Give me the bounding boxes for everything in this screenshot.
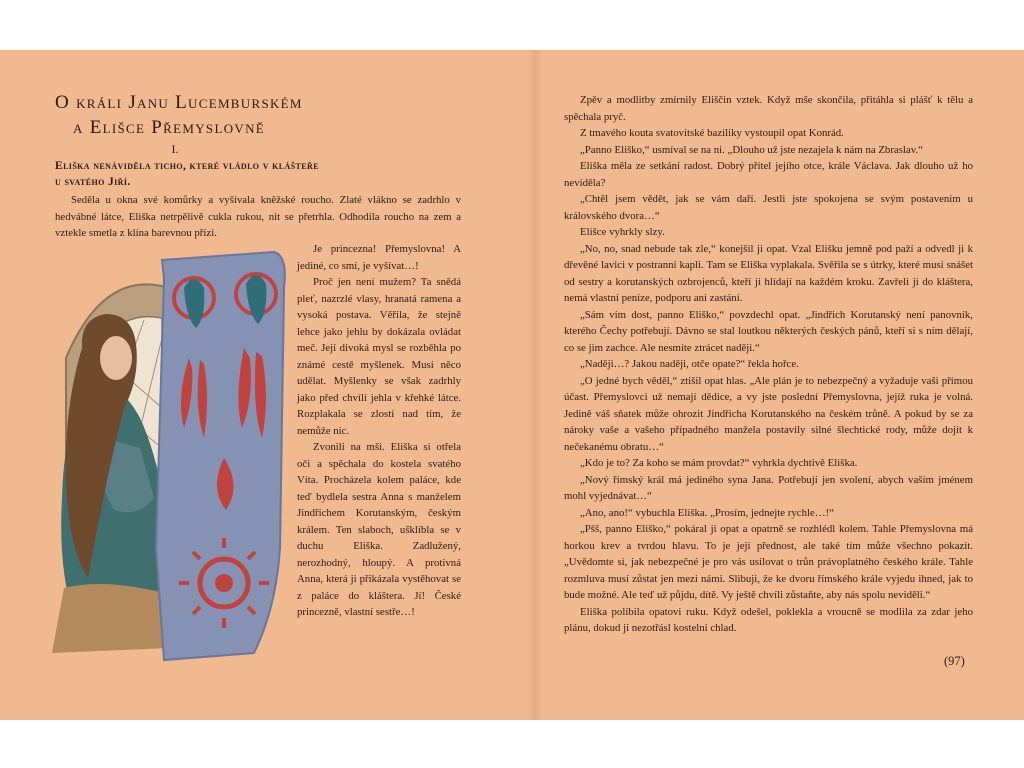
paragraph: „Chtěl jsem vědět, jak se vám daří. Jestli jste spokojena se svým postavením u královského dvora…“ [564,193,973,222]
paragraph: Elišce vyhrkly slzy. [580,226,665,238]
paragraph: „Panno Eliško,“ usmíval se na ni. „Dlouho už jste nezajela k nám na Zbraslav.“ [580,143,923,156]
page-gutter [528,50,542,720]
paragraph: Eliška měla ze setkání radost. Dobrý přítel jejího otce, krále Václava. Jak dlouho už ho neviděla? [564,160,973,189]
princess-skirt [52,584,169,653]
left-column-text [297,241,461,621]
paragraph: „Sám vím dost, panno Eliško,“ povzdechl opat. „Jindřich Korutanský není panovník, kterého Čechy potřebují. Dávno se stal loutkou některých českých pánů, kteří si s ním dělají, co se jim zachce. Ale nesmíte ztrácet naději.“ [564,308,973,354]
illustration-princess-embroidering [44,248,294,664]
paragraph: „Ano, ano!“ vybuchla Eliška. „Prosím, jednejte rychle…!“ [580,506,834,519]
chapter-title [55,90,385,140]
paragraph: „No, no, snad nebude tak zle,“ konejšil ji opat. Vzal Elišku jemně pod paží a odvedl ji k dřevěné lavici v postranní kapli. Tam se Eliška vyplakala. Svěřila se s útrky, které musí snášet od sestry a korutanských ozbrojenců, kteří ji hlídají na každém kroku. Zavřeli ji do kláštera, nemá vlastní peníze, podporu ani zastání. [564,242,973,304]
paragraph: Seděla u okna své komůrky a vyšívala kněžské roucho. Zlaté vlákno se zadrhlo v hedvábné látce, Eliška netrpělivě cukla rukou, nit se přetrhla. Odhodila roucho na zem a vztekle smetla z klína barevnou přízi. [55,194,461,239]
paragraph: „Naději…? Jakou naději, otče opate?“ řekla hořce. [580,358,799,370]
left-intro-text [55,192,461,242]
right-page-text [564,92,973,637]
title-line-2: a Elišce Přemyslovně [73,117,266,138]
paragraph: Je princezna! Přemyslovna! A jediné, co smí, je vyšívat…! [297,243,461,272]
book-spread [0,50,1024,720]
title-line-1: O králi Janu Lucemburském [55,92,303,113]
paragraph: „Kdo je to? Za koho se mám provdat?“ vyhrkla dychtivě Eliška. [580,457,858,469]
paragraph: Zpěv a modlitby zmírnily Eliščin vztek. Když mše skončila, přitáhla si plášť k tělu a spěchala pryč. [564,94,973,123]
paragraph: Z tmavého kouta svatovítské baziliky vystoupil opat Konrád. [580,127,844,139]
paragraph: „Pšš, panno Eliško,“ pokáral ji opat a opatrně se rozhlédl kolem. Tahle Přemyslovna má horkou krev a tvrdou hlavu. To je její přednost, ale také tím může všechno pokazit. „Uvědomte si, jak nebezpečné je pro vás usilovat o trůn právoplatného českého krále. Tahle rozmluva musí zůstat jen mezi námi. Slibuji, že ke dvoru římského krále vyjedu ihned, jak to bude možné. Ale teď už půjdu, dítě. Vy ještě chvíli zůstaňte, aby nás spolu neviděli.“ [564,523,973,601]
paragraph: Zvonili na mši. Eliška si otřela oči a spěchala do kostela svatého Víta. Procházela kolem paláce, kde teď bydlela sestra Anna s manželem Jindřichem Korutanským, českým králem. Ten slaboch, ušklíbla se v duchu Eliška. Zadlužený, nerozhodný, hloupý. A protivná Anna, která ji přikázala vystěhovat se z paláce do kláštera. Jí! České princezně, vlastní sestře…! [297,441,461,618]
page-number: (97) [944,654,965,668]
paragraph: „O jedné bych věděl,“ ztišil opat hlas. „Ale plán je to nebezpečný a vyžaduje vaši přímou účast. Přemyslovci už nemají dědice, a vy jste poslední Přemyslovna, jejíž ruka je volná. Jedině váš sňatek může ohrozit Jindřicha Korutanského na českém trůně. A pokud by se za nároky vaše a vašeho případného manžela postavily silné šlechtické rody, může dojít k nečekanému obratu…“ [564,374,973,453]
chapter-number: I. [171,142,179,156]
paragraph: Proč jen není mužem? Ta snědá pleť, nazrzlé vlasy, hranatá ramena a vysoká postava. Věřila, že stejně lehce jako jehlu by dokázala ovládat meč. Její divoká mysl se rozběhla po známé cestě myšlenek. Musí něco udělat. Myšlenky se však zadrhly jako před chvílí jehla v křehké látce. Rozplakala se zlostí nad tím, že nemůže nic. [297,276,461,437]
paragraph: „Nový římský král má jediného syna Jana. Potřebují jen svolení, abych vaším jménem mohl vyjednávat…“ [564,473,973,502]
chapter-heading [55,158,395,190]
paragraph: Eliška políbila opatovi ruku. Když odešel, poklekla a vroucně se modlila za zdar jeho plánu, dokud ji nezotřásl kostelní chlad. [564,605,973,634]
chapter-heading-line-1: Eliška nenáviděla ticho, které vládlo v klášteře [55,160,319,172]
princess-face [100,336,132,380]
chapter-heading-line-2: u svatého Jiří. [55,176,131,188]
